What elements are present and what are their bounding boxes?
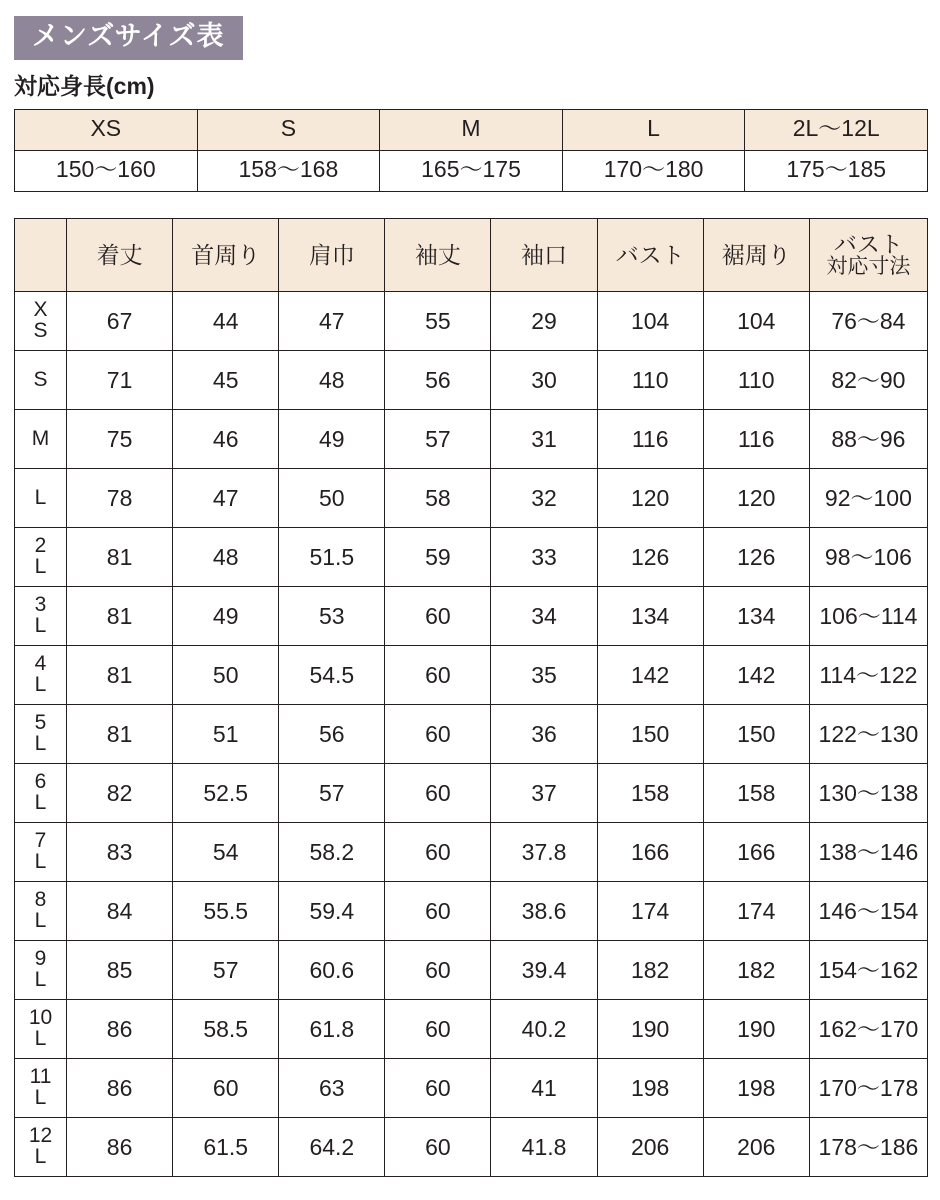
- table-cell: 126: [703, 527, 809, 586]
- height-table-header-row: [15, 109, 928, 150]
- table-cell: 54.5: [279, 645, 385, 704]
- table-cell: 88〜96: [809, 409, 927, 468]
- table-cell: 52.5: [173, 763, 279, 822]
- measurement-header-row: [15, 218, 928, 291]
- table-cell: 134: [703, 586, 809, 645]
- table-cell: 150: [703, 704, 809, 763]
- table-cell: 30: [491, 350, 597, 409]
- row-header-line2: L: [34, 849, 47, 873]
- table-cell: 60: [385, 1117, 491, 1176]
- table-cell: 39.4: [491, 940, 597, 999]
- table-cell: 178〜186: [809, 1117, 927, 1176]
- table-cell: 57: [385, 409, 491, 468]
- table-cell: 60: [385, 586, 491, 645]
- table-row: [15, 645, 928, 704]
- row-header-size: [15, 527, 67, 586]
- table-cell: 120: [703, 468, 809, 527]
- table-cell: 174: [703, 881, 809, 940]
- table-cell: 60: [385, 704, 491, 763]
- table-cell: 75: [67, 409, 173, 468]
- table-row: [15, 350, 928, 409]
- table-cell: 162〜170: [809, 999, 927, 1058]
- table-row: [15, 291, 928, 350]
- table-cell: 49: [279, 409, 385, 468]
- height-range-m: 165〜175: [380, 150, 563, 191]
- table-cell: 86: [67, 1058, 173, 1117]
- table-cell: 82: [67, 763, 173, 822]
- table-cell: 138〜146: [809, 822, 927, 881]
- row-header-line1: X: [33, 298, 48, 322]
- column-header-bust-taiou-sunpou: [809, 218, 927, 291]
- table-cell: 150: [597, 704, 703, 763]
- page-title: メンズサイズ表: [14, 16, 243, 60]
- table-cell: 198: [597, 1058, 703, 1117]
- table-cell: 51.5: [279, 527, 385, 586]
- table-cell: 106〜114: [809, 586, 927, 645]
- row-header-size: [15, 409, 67, 468]
- table-cell: 60: [385, 881, 491, 940]
- table-cell: 84: [67, 881, 173, 940]
- row-header-line1: 5: [34, 711, 47, 735]
- table-cell: 120: [597, 468, 703, 527]
- table-cell: 41: [491, 1058, 597, 1117]
- row-header-line2: L: [34, 554, 47, 578]
- table-cell: 154〜162: [809, 940, 927, 999]
- row-header-size: [15, 468, 67, 527]
- row-header-size: [15, 350, 67, 409]
- row-header-size: [15, 645, 67, 704]
- column-header-bust-line2: 対応寸法: [826, 254, 911, 278]
- row-header-line1: 12: [28, 1124, 53, 1148]
- table-cell: 50: [279, 468, 385, 527]
- table-cell: 54: [173, 822, 279, 881]
- table-cell: 55: [385, 291, 491, 350]
- table-row: [15, 1058, 928, 1117]
- table-cell: 116: [597, 409, 703, 468]
- table-cell: 206: [597, 1117, 703, 1176]
- height-range-s: 158〜168: [197, 150, 380, 191]
- row-header-size: [15, 881, 67, 940]
- row-header-line2: L: [34, 613, 47, 637]
- table-cell: 31: [491, 409, 597, 468]
- table-cell: 86: [67, 999, 173, 1058]
- row-header-line1: 6: [34, 770, 47, 794]
- table-cell: 32: [491, 468, 597, 527]
- column-header-sodetake: 袖丈: [385, 218, 491, 291]
- row-header-size: [15, 586, 67, 645]
- column-header-sodeguchi: 袖口: [491, 218, 597, 291]
- table-cell: 206: [703, 1117, 809, 1176]
- row-header-line1: 10: [28, 1006, 53, 1030]
- height-range-xs: 150〜160: [15, 150, 198, 191]
- row-header-line2: L: [34, 672, 47, 696]
- row-header-line1: M: [31, 426, 50, 450]
- table-row: [15, 586, 928, 645]
- table-cell: 34: [491, 586, 597, 645]
- table-row: [15, 881, 928, 940]
- table-cell: 182: [597, 940, 703, 999]
- table-cell: 64.2: [279, 1117, 385, 1176]
- table-cell: 166: [597, 822, 703, 881]
- table-cell: 85: [67, 940, 173, 999]
- table-row: [15, 822, 928, 881]
- row-header-line2: L: [34, 1026, 47, 1050]
- table-cell: 86: [67, 1117, 173, 1176]
- table-cell: 50: [173, 645, 279, 704]
- table-cell: 110: [597, 350, 703, 409]
- table-cell: 92〜100: [809, 468, 927, 527]
- table-cell: 71: [67, 350, 173, 409]
- column-header-susomawari: 裾周り: [703, 218, 809, 291]
- table-cell: 110: [703, 350, 809, 409]
- height-size-m: M: [380, 109, 563, 150]
- table-cell: 83: [67, 822, 173, 881]
- row-header-line2: L: [34, 1144, 47, 1168]
- row-header-size: [15, 763, 67, 822]
- table-cell: 60: [385, 822, 491, 881]
- table-cell: 76〜84: [809, 291, 927, 350]
- table-cell: 81: [67, 645, 173, 704]
- table-row: [15, 704, 928, 763]
- row-header-size: [15, 704, 67, 763]
- row-header-size: [15, 291, 67, 350]
- height-section-label: 対応身長(cm): [14, 72, 155, 99]
- table-cell: 146〜154: [809, 881, 927, 940]
- table-cell: 38.6: [491, 881, 597, 940]
- table-cell: 78: [67, 468, 173, 527]
- table-cell: 48: [279, 350, 385, 409]
- table-cell: 98〜106: [809, 527, 927, 586]
- table-cell: 81: [67, 586, 173, 645]
- row-header-line1: 9: [34, 947, 47, 971]
- table-cell: 114〜122: [809, 645, 927, 704]
- table-cell: 134: [597, 586, 703, 645]
- row-header-line2: L: [34, 967, 47, 991]
- table-cell: 60: [385, 1058, 491, 1117]
- row-header-size: [15, 999, 67, 1058]
- table-row: [15, 409, 928, 468]
- row-header-line2: L: [34, 731, 47, 755]
- table-cell: 104: [597, 291, 703, 350]
- table-cell: 60.6: [279, 940, 385, 999]
- table-cell: 174: [597, 881, 703, 940]
- table-cell: 33: [491, 527, 597, 586]
- table-cell: 61.8: [279, 999, 385, 1058]
- row-header-line1: 8: [34, 888, 47, 912]
- height-size-xs: XS: [15, 109, 198, 150]
- table-row: [15, 999, 928, 1058]
- table-cell: 130〜138: [809, 763, 927, 822]
- table-cell: 55.5: [173, 881, 279, 940]
- table-cell: 126: [597, 527, 703, 586]
- table-cell: 35: [491, 645, 597, 704]
- table-cell: 56: [385, 350, 491, 409]
- table-cell: 190: [597, 999, 703, 1058]
- table-cell: 61.5: [173, 1117, 279, 1176]
- table-cell: 122〜130: [809, 704, 927, 763]
- table-cell: 158: [597, 763, 703, 822]
- table-cell: 60: [385, 940, 491, 999]
- table-cell: 57: [279, 763, 385, 822]
- table-cell: 67: [67, 291, 173, 350]
- measurement-table: [14, 218, 928, 1177]
- table-cell: 58.5: [173, 999, 279, 1058]
- column-header-bust: バスト: [597, 218, 703, 291]
- table-cell: 44: [173, 291, 279, 350]
- table-cell: 142: [703, 645, 809, 704]
- table-row: [15, 763, 928, 822]
- table-cell: 58: [385, 468, 491, 527]
- row-header-line2: L: [34, 908, 47, 932]
- row-header-size: [15, 1117, 67, 1176]
- column-header-bust-line1: バスト: [833, 230, 903, 257]
- table-row: [15, 527, 928, 586]
- row-header-line1: 3: [34, 593, 47, 617]
- row-header-line2: L: [34, 790, 47, 814]
- table-cell: 45: [173, 350, 279, 409]
- measurement-corner-cell: [15, 218, 67, 291]
- table-cell: 56: [279, 704, 385, 763]
- row-header-line1: 11: [29, 1065, 52, 1089]
- row-header-line2: S: [33, 318, 48, 342]
- table-cell: 47: [173, 468, 279, 527]
- table-cell: 104: [703, 291, 809, 350]
- table-cell: 60: [385, 763, 491, 822]
- table-cell: 58.2: [279, 822, 385, 881]
- table-cell: 158: [703, 763, 809, 822]
- table-cell: 37.8: [491, 822, 597, 881]
- table-cell: 29: [491, 291, 597, 350]
- table-cell: 40.2: [491, 999, 597, 1058]
- table-cell: 60: [385, 999, 491, 1058]
- table-cell: 48: [173, 527, 279, 586]
- height-size-s: S: [197, 109, 380, 150]
- table-cell: 82〜90: [809, 350, 927, 409]
- table-cell: 46: [173, 409, 279, 468]
- column-header-katahaba: 肩巾: [279, 218, 385, 291]
- table-cell: 47: [279, 291, 385, 350]
- table-cell: 51: [173, 704, 279, 763]
- height-table: [14, 109, 928, 192]
- table-row: [15, 940, 928, 999]
- height-size-l: L: [562, 109, 745, 150]
- table-cell: 53: [279, 586, 385, 645]
- table-cell: 60: [173, 1058, 279, 1117]
- table-cell: 166: [703, 822, 809, 881]
- table-cell: 59.4: [279, 881, 385, 940]
- table-cell: 81: [67, 704, 173, 763]
- table-row: [15, 1117, 928, 1176]
- table-cell: 57: [173, 940, 279, 999]
- height-size-2l-12l: 2L〜12L: [745, 109, 928, 150]
- table-row: [15, 468, 928, 527]
- table-cell: 182: [703, 940, 809, 999]
- column-header-kitake: 着丈: [67, 218, 173, 291]
- row-header-size: [15, 822, 67, 881]
- table-cell: 60: [385, 645, 491, 704]
- table-cell: 63: [279, 1058, 385, 1117]
- table-cell: 170〜178: [809, 1058, 927, 1117]
- row-header-line1: 7: [34, 829, 47, 853]
- column-header-kubimawari: 首周り: [173, 218, 279, 291]
- row-header-line1: 2: [34, 534, 47, 558]
- table-cell: 190: [703, 999, 809, 1058]
- table-cell: 37: [491, 763, 597, 822]
- height-table-value-row: [15, 150, 928, 191]
- row-header-line1: S: [33, 367, 48, 391]
- table-cell: 116: [703, 409, 809, 468]
- table-cell: 142: [597, 645, 703, 704]
- height-range-2l-12l: 175〜185: [745, 150, 928, 191]
- table-cell: 81: [67, 527, 173, 586]
- table-cell: 49: [173, 586, 279, 645]
- row-header-line2: L: [34, 1085, 47, 1109]
- height-range-l: 170〜180: [562, 150, 745, 191]
- row-header-line1: L: [34, 485, 47, 509]
- table-cell: 59: [385, 527, 491, 586]
- measurement-table-body: [15, 291, 928, 1176]
- table-cell: 41.8: [491, 1117, 597, 1176]
- table-cell: 36: [491, 704, 597, 763]
- table-cell: 198: [703, 1058, 809, 1117]
- row-header-size: [15, 940, 67, 999]
- row-header-line1: 4: [34, 652, 47, 676]
- row-header-size: [15, 1058, 67, 1117]
